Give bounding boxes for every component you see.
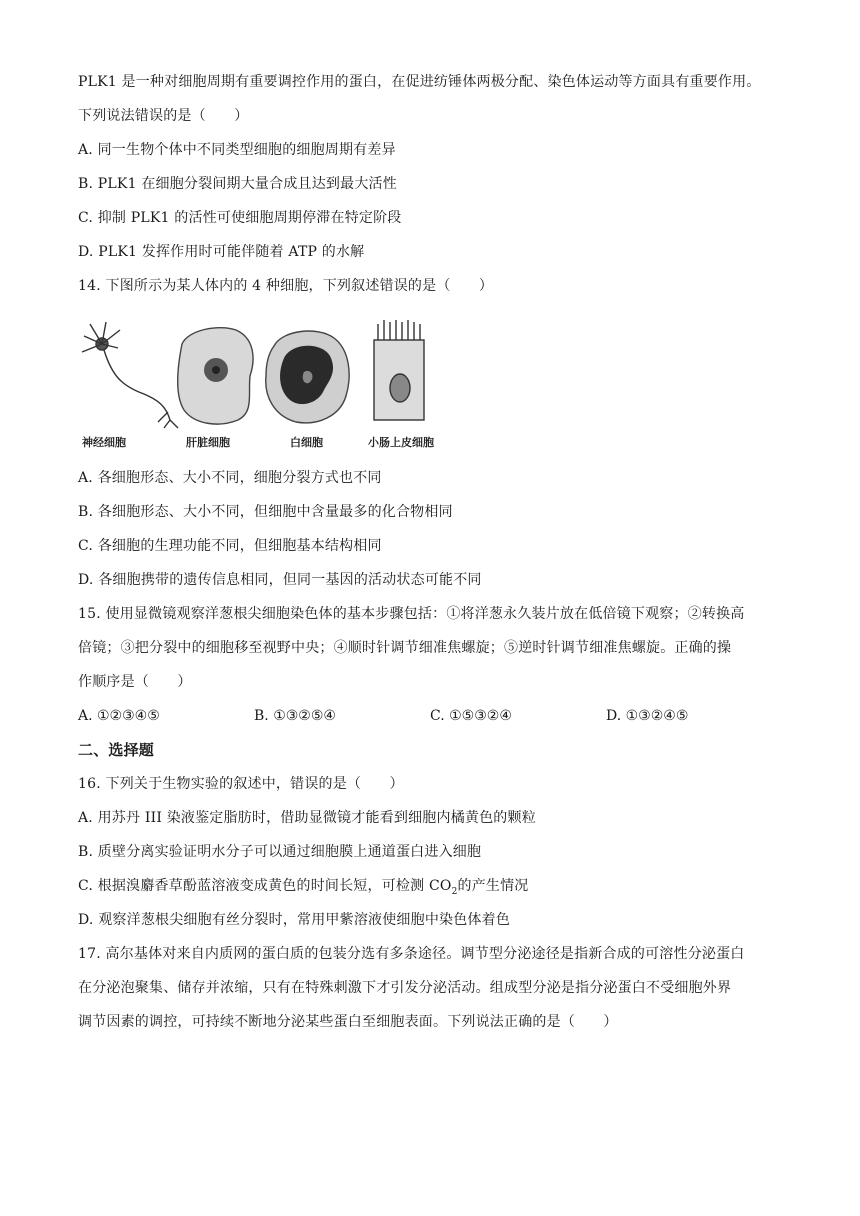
cell-figure [78,316,458,456]
q13-option-a: A. 同一生物个体中不同类型细胞的细胞周期有差异 [78,142,396,158]
q14-option-a: A. 各细胞形态、大小不同，细胞分裂方式也不同 [78,470,382,486]
q15-option-b: B. ①③②⑤④ [254,708,336,724]
q15-option-a: A. ①②③④⑤ [78,708,160,724]
q16-option-c-text-end: 的产生情况 [457,878,529,894]
section-title: 二、选择题 [78,741,155,759]
q16-option-c [78,876,529,902]
q14-option-d: D. 各细胞携带的遗传信息相同，但同一基因的活动状态可能不同 [78,572,482,588]
q16-option-c-text: C. 根据溴麝香草酚蓝溶液变成黄色的时间长短，可检测 CO [78,878,452,894]
q15-stem-line3: 作顺序是（ ） [78,674,192,690]
q17-stem-line2: 在分泌泡聚集、储存并浓缩，只有在特殊刺激下才引发分泌活动。组成型分泌是指分泌蛋白不受细胞外界 [78,980,732,996]
cell-illustrations [78,316,458,434]
q13-option-c: C. 抑制 PLK1 的活性可使细胞周期停滞在特定阶段 [78,210,402,226]
figure-label-liver-cell: 肝脏细胞 [186,436,230,449]
q13-stem-line2: 下列说法错误的是（ ） [78,108,249,124]
q17-stem-line1: 17. 高尔基体对来自内质网的蛋白质的包装分选有多条途径。调节型分泌途径是指新合成的可溶性分泌蛋白 [78,946,745,962]
q16-option-a: A. 用苏丹 III 染液鉴定脂肪时，借助显微镜才能看到细胞内橘黄色的颗粒 [78,810,536,826]
q15-option-c: C. ①⑤③②④ [430,708,512,724]
figure-label-white-blood-cell: 白细胞 [290,436,323,449]
q16-option-b: B. 质壁分离实验证明水分子可以通过细胞膜上通道蛋白进入细胞 [78,844,482,860]
q14-stem: 14. 下图所示为某人体内的 4 种细胞，下列叙述错误的是（ ） [78,278,494,294]
q13-stem-line1: PLK1 是一种对细胞周期有重要调控作用的蛋白，在促进纺锤体两极分配、染色体运动等方面具有重要作用。 [78,74,761,90]
white-blood-cell-image [266,331,349,423]
q13-option-b: B. PLK1 在细胞分裂间期大量合成且达到最大活性 [78,176,397,192]
intestinal-cell-image [374,320,424,420]
q17-stem-line3: 调节因素的调控，可持续不断地分泌某些蛋白至细胞表面。下列说法正确的是（ ） [78,1014,618,1030]
q14-option-b: B. 各细胞形态、大小不同，但细胞中含量最多的化合物相同 [78,504,453,520]
q16-option-d: D. 观察洋葱根尖细胞有丝分裂时，常用甲紫溶液使细胞中染色体着色 [78,912,511,928]
q16-option-c-subscript: 2 [451,886,458,897]
q15-stem-line1: 15. 使用显微镜观察洋葱根尖细胞染色体的基本步骤包括：①将洋葱永久装片放在低倍镜下观察；②转换高 [78,606,745,622]
figure-label-intestinal-cell: 小肠上皮细胞 [368,436,434,449]
q13-option-d: D. PLK1 发挥作用时可能伴随着 ATP 的水解 [78,244,365,260]
q15-stem-line2: 倍镜；③把分裂中的细胞移至视野中央；④顺时针调节细准焦螺旋；⑤逆时针调节细准焦螺旋。正确的操 [78,640,732,656]
q16-stem: 16. 下列关于生物实验的叙述中，错误的是（ ） [78,776,404,792]
figure-label-neuron: 神经细胞 [82,436,126,449]
q15-option-d: D. ①③②④⑤ [606,708,689,724]
liver-cell-image [178,328,253,424]
q14-option-c: C. 各细胞的生理功能不同，但细胞基本结构相同 [78,538,382,554]
neuron-image [82,322,178,428]
